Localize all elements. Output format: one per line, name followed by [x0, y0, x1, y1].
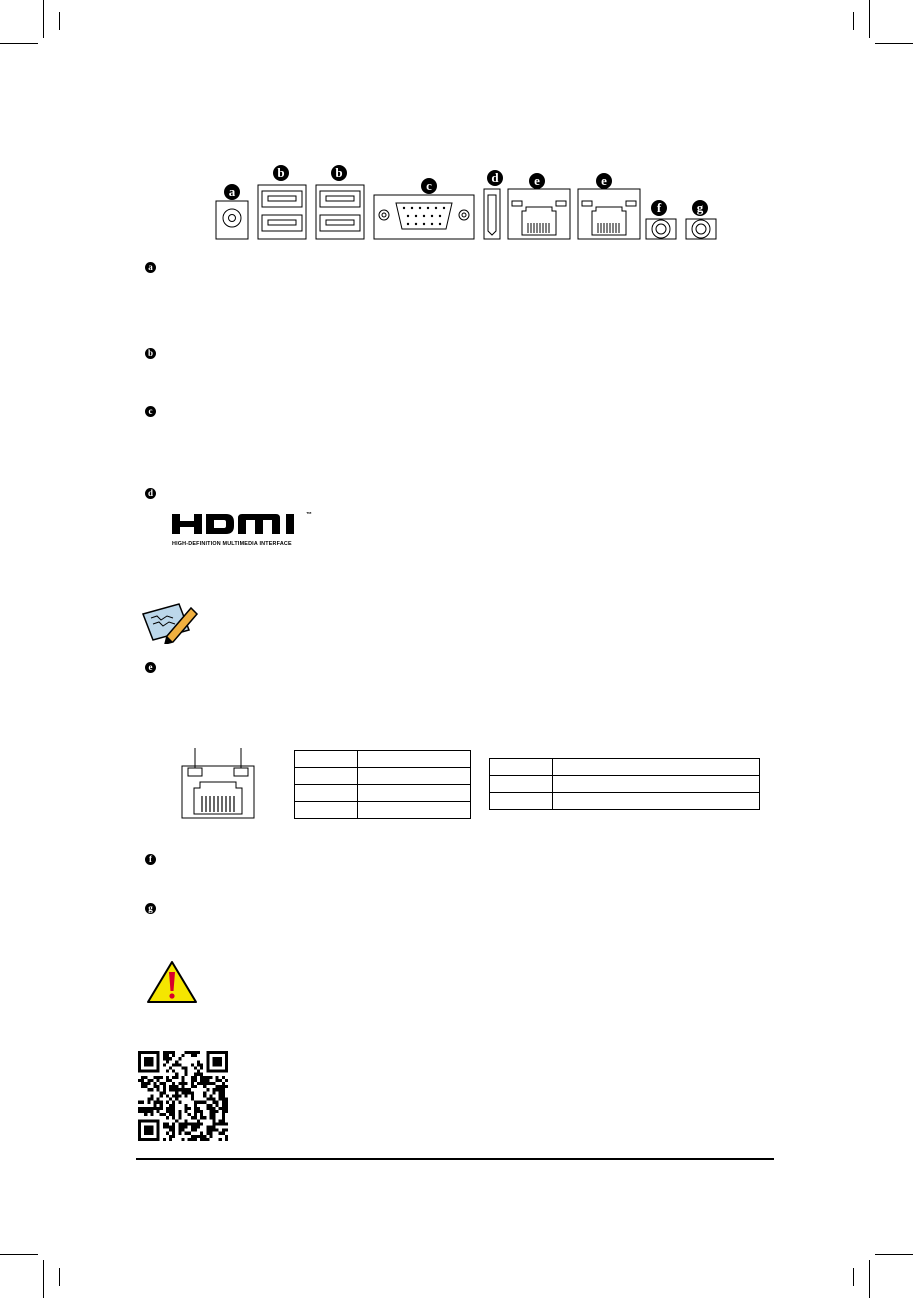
panel-marker-g: g — [692, 200, 708, 216]
panel-marker-e2: e — [596, 173, 612, 189]
lan-led-diagram — [178, 748, 262, 820]
section-marker-c: c — [145, 406, 156, 417]
lan-port-2 — [578, 189, 640, 239]
panel-marker-b1: b — [273, 165, 289, 181]
warning-icon — [146, 960, 198, 1004]
panel-marker-a: a — [224, 184, 240, 200]
note-icon — [139, 600, 199, 644]
hdmi-port — [484, 189, 500, 239]
section-marker-e: e — [145, 662, 156, 673]
section-marker-g: g — [145, 903, 156, 914]
usb-stack-2 — [316, 185, 364, 239]
panel-marker-d: d — [487, 170, 503, 186]
hdmi-tagline: HIGH-DEFINITION MULTIMEDIA INTERFACE — [172, 541, 292, 547]
usb-stack-1 — [258, 185, 306, 239]
dc-in-jack — [216, 201, 248, 239]
speed-led-table — [489, 758, 760, 810]
lan-port-1 — [508, 189, 570, 239]
panel-marker-c: c — [421, 178, 437, 194]
audio-jack-g — [686, 219, 716, 239]
activity-led-table — [294, 750, 471, 819]
panel-marker-f: f — [651, 200, 667, 216]
section-marker-b: b — [145, 348, 156, 359]
qr-code — [138, 1051, 228, 1141]
footer-rule — [136, 1158, 774, 1160]
hdmi-logo — [170, 512, 330, 552]
panel-marker-e1: e — [529, 173, 545, 189]
section-marker-d: d — [145, 488, 156, 499]
audio-jack-f — [646, 219, 676, 239]
hdmi-wordmark — [170, 512, 302, 536]
panel-marker-b2: b — [331, 165, 347, 181]
hdmi-tm: ™ — [306, 512, 312, 518]
section-marker-f: f — [145, 854, 156, 865]
section-marker-a: a — [145, 262, 156, 273]
